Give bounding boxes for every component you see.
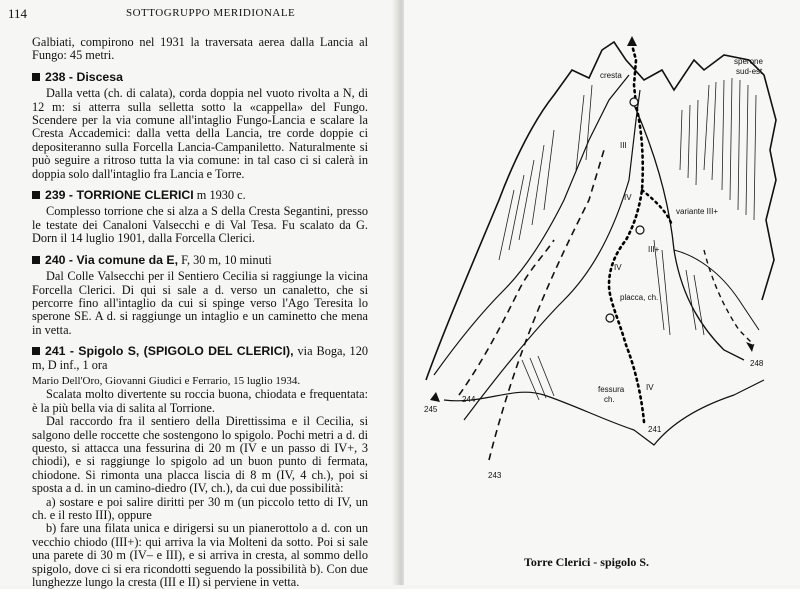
paragraph: b) fare una filata unica e dirigersi su un pianerottolo a d. con un vecchio chiodo (III+): qui arriva la via Molteni da sotto. Poi si sale una parete di 30 m (IV– e III), e si arriva in cresta, al sommo dello spigolo, dove ci si era ricondotti seguendo la possibilità b). Con due lunghezze lungo la cresta (III e II) si perviene in vetta.	[32, 521, 368, 589]
arrow-up-icon	[627, 36, 637, 46]
label-sud-est: sud-est	[736, 67, 763, 76]
authors-line: Mario Dell'Oro, Giovanni Giudici e Ferrario, 15 luglio 1934.	[32, 374, 301, 387]
paragraph: Complesso torrione che si alza a S della Cresta Segantini, presso le testate dei Canaloni Valsecchi e di Val Tesa. Fu scalato da G. Dorn il 14 luglio 1901, dalla Forcella Clerici.	[32, 204, 368, 246]
belay-circle	[636, 226, 644, 234]
label-placca: placca, ch.	[620, 293, 659, 302]
intro-paragraph: Galbiati, compirono nel 1931 la traversata aerea dalla Lancia al Fungo: 45 metri.	[32, 35, 368, 63]
heading-239	[32, 189, 368, 202]
label-ch: ch.	[604, 395, 615, 404]
belay-circle	[630, 98, 638, 106]
heading-title: 241 - Spigolo S, (SPIGOLO DEL CLERICI),	[45, 344, 294, 359]
belay-circle	[606, 314, 614, 322]
heading-241	[32, 345, 368, 372]
square-bullet-icon	[32, 73, 40, 81]
heading-240	[32, 254, 368, 267]
label-grade-iii-plus: III+	[648, 245, 660, 254]
label-cresta: cresta	[600, 71, 622, 80]
heading-title: 238 - Discesa	[45, 69, 123, 84]
left-page	[0, 0, 398, 589]
left-ridge	[434, 75, 629, 375]
label-sperone: sperone	[734, 57, 763, 66]
arrow-icon	[746, 342, 754, 352]
label-route-248: 248	[750, 359, 764, 368]
label-fessura: fessura	[598, 385, 625, 394]
body-text	[32, 36, 368, 589]
paragraph: Dal raccordo fra il sentiero della Direttissima e il Cecilia, si salgono delle roccette che sostengono lo spigolo. Pochi metri a d. di questo, si attacca una fessurina di 20 m (IV e un passo di IV+, 3 chiodi), e si raggiunge lo spigolo ad un buon punto di fermata, chiodone. Si rimonta una placca liscia di 8 m (IV, 4 ch.), poi si sposta a d. in un camino-diedro (IV, ch.), da cui due possibilità:	[32, 414, 368, 496]
heading-subtitle: m 1930 c.	[193, 188, 246, 203]
label-route-245: 245	[424, 405, 438, 414]
label-grade-iv-fessura: IV	[646, 383, 654, 392]
route-sketch	[404, 0, 800, 550]
paragraph: a) sostare e poi salire diritti per 30 m (un piccolo tetto di IV, un ch. e il resto III), oppure	[32, 494, 368, 522]
inner-ridge	[464, 90, 640, 420]
paragraph: Dalla vetta (ch. di calata), corda doppia nel vuoto rivolta a N, di 12 m: si atterra sulla selletta sotto la «cappella» del Fungo. Scendere per la via comune all'intaglio Fungo-Lancia e scalare la Cresta Accademici: dalla vetta della Lancia, tre corde doppie ci depositeranno sulla Forcella Lancia-Campaniletto. Naturalmente si può seguire a ritroso tutta la via comune: in tal caso ci si calerà in doppia solo dall'intaglio fra Lancia e Torre.	[32, 86, 368, 181]
square-bullet-icon	[32, 347, 40, 355]
paragraph: Dal Colle Valsecchi per il Sentiero Cecilia si raggiunge la vicina Forcella Clerici. Di qui si sale a d. verso un canaletto, che si percorre fino all'intaglio da cui si spinge verso l'Ago Teresita lo sperone SE. A d. si raggiunge un intaglio e un caminetto che mena in vetta.	[32, 269, 368, 337]
figure-caption: Torre Clerici - spigolo S.	[524, 555, 649, 569]
heading-subtitle: F, 30 m, 10 minuti	[178, 252, 272, 267]
label-grade-iii: III	[620, 141, 627, 150]
label-route-244: 244	[462, 395, 476, 404]
square-bullet-icon	[32, 191, 40, 199]
label-variante: variante III+	[676, 207, 719, 216]
heading-title: 240 - Via comune da E,	[45, 252, 179, 267]
face-right	[674, 250, 759, 330]
route-248	[704, 250, 754, 345]
route-243	[489, 150, 604, 460]
section-name: SOTTOGRUPPO MERIDIONALE	[126, 7, 296, 19]
page-number: 114	[8, 6, 28, 21]
heading-238	[32, 71, 368, 84]
right-page	[404, 0, 800, 585]
label-route-241: 241	[648, 425, 662, 434]
arrow-icon	[430, 392, 440, 402]
square-bullet-icon	[32, 256, 40, 264]
heading-title: 239 - TORRIONE CLERICI	[45, 188, 194, 203]
label-grade-iv-upper: IV	[624, 193, 632, 202]
heading-subtitle: via Boga, 120 m, D inf., 1 ora	[32, 344, 368, 372]
paragraph: Scalata molto divertente su roccia buona, chiodata e frequentata: è la più bella via di salita al Torrione.	[32, 387, 368, 415]
label-route-243: 243	[488, 471, 502, 480]
label-grade-iv-lower: IV	[614, 263, 622, 272]
